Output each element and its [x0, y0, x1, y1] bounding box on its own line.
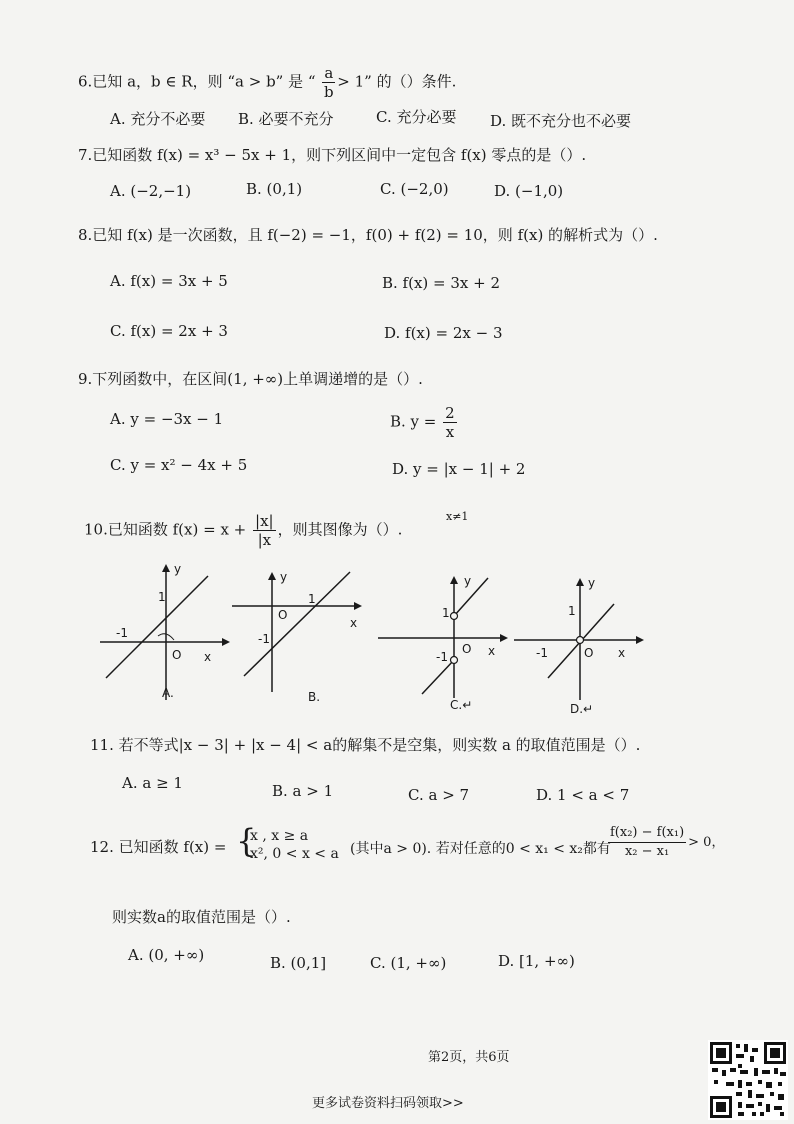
- graph-b-line: [244, 572, 350, 676]
- graph-b-y-arrow: [268, 572, 276, 580]
- q10-handwritten-note: x≠1: [446, 510, 469, 523]
- graph-d-y-tick: 1: [568, 604, 576, 618]
- q6-mid2: ” 是 “: [275, 72, 316, 91]
- graph-a-y-tick: 1: [158, 590, 166, 604]
- q7-option-b: B. (0,1): [246, 180, 303, 198]
- graph-c-origin: O: [462, 642, 472, 656]
- page-number: 第2页，共6页: [428, 1050, 510, 1065]
- q10-prefix: 10.已知函数 f(x) = x +: [84, 520, 247, 539]
- graph-a-origin: O: [172, 648, 182, 662]
- graph-b-y-label: y: [280, 570, 288, 584]
- q6-option-c: C. 充分必要: [376, 108, 457, 126]
- q9-b-prefix: B. y =: [390, 412, 437, 431]
- q6-cond1: a > b: [235, 72, 276, 91]
- question-9-stem: 9.下列函数中，在区间(1, +∞)上单调递增的是（）.: [78, 370, 423, 388]
- graph-d-x-arrow: [636, 636, 644, 644]
- q7-option-a: A. (−2,−1): [110, 182, 192, 200]
- q10-frac-num: |x|: [255, 512, 274, 530]
- q11-option-a: A. a ≥ 1: [122, 774, 183, 792]
- q6-prefix: 6.已知: [78, 72, 123, 91]
- graph-c-y-arrow: [450, 576, 458, 584]
- graph-c-y-label: y: [464, 574, 472, 588]
- q6-option-a: A. 充分不必要: [110, 110, 206, 128]
- q9-option-d: D. y = |x − 1| + 2: [392, 460, 526, 478]
- q10-graph-a: [100, 560, 230, 700]
- q6-frac-num: a: [324, 64, 334, 82]
- q6-option-d: D. 既不充分也不必要: [490, 112, 632, 130]
- q11-option-c: C. a > 7: [408, 786, 470, 804]
- q8-option-c: C. f(x) = 2x + 3: [110, 322, 228, 340]
- qr-code-svg: [708, 1040, 788, 1120]
- graph-b-svg: [230, 568, 370, 708]
- graph-d-open-dot: [577, 637, 584, 644]
- q12-option-b: B. (0,1]: [270, 954, 327, 972]
- q6-option-b: B. 必要不充分: [238, 110, 334, 128]
- q7-option-c: C. (−2,0): [380, 180, 449, 198]
- q12-frac-num: f(x₂) − f(x₁): [608, 824, 686, 843]
- q12-stem-2: 则实数a的取值范围是（）.: [112, 908, 291, 926]
- graph-c-x-label: x: [488, 644, 496, 658]
- q10-graph-b: [230, 568, 370, 708]
- graph-d-y-arrow: [576, 578, 584, 586]
- q9-b-den: x: [445, 423, 455, 441]
- q12-case-2: x², 0 < x < a: [250, 846, 339, 862]
- graph-b-x-arrow: [354, 602, 362, 610]
- q12-fraction: [606, 824, 724, 861]
- question-7-stem: 7.已知函数 f(x) = x³ − 5x + 1，则下列区间中一定包含 f(x) 零点的是（）.: [78, 146, 587, 164]
- graph-d-origin: O: [584, 646, 594, 660]
- q9-b-num: 2: [445, 404, 455, 422]
- q7-option-d: D. (−1,0): [494, 182, 564, 200]
- q6-end: ” 的（）条件.: [364, 72, 457, 91]
- graph-a-y-arrow: [162, 564, 170, 572]
- q6-frac-den: b: [324, 83, 334, 101]
- graph-d-caption: D.↵: [570, 702, 594, 716]
- question-6-stem: [78, 64, 456, 101]
- q10-end: ，则其图像为（）.: [277, 520, 403, 539]
- q8-option-b: B. f(x) = 3x + 2: [382, 274, 501, 292]
- graph-d-x-label: x: [618, 646, 626, 660]
- question-8-stem: 8.已知 f(x) 是一次函数，且 f(−2) = −1，f(0) + f(2) = 10，则 f(x) 的解析式为（）.: [78, 226, 658, 244]
- promo-link[interactable]: 更多试卷资料扫码领取>>: [312, 1096, 464, 1111]
- question-12-prefix: 12. 已知函数 f(x) =: [90, 838, 227, 856]
- q10-graph-c: [376, 572, 516, 712]
- graph-c-caption: C.↵: [450, 698, 473, 712]
- qr-code-icon[interactable]: [708, 1040, 788, 1120]
- q6-fraction: [322, 64, 335, 101]
- graph-d-y-label: y: [588, 576, 596, 590]
- graph-a-x-label: x: [204, 650, 212, 664]
- q12-option-c: C. (1, +∞): [370, 954, 447, 972]
- graph-a-x-arrow: [222, 638, 230, 646]
- q9-b-fraction: [443, 404, 457, 441]
- question-10-stem: [84, 512, 402, 549]
- q8-option-a: A. f(x) = 3x + 5: [110, 272, 228, 290]
- q9-option-b: [390, 404, 459, 441]
- q11-option-d: D. 1 < a < 7: [536, 786, 630, 804]
- graph-c-y-tick: 1: [442, 606, 450, 620]
- graph-b-caption: B.: [308, 690, 321, 704]
- question-11-stem: 11. 若不等式|x − 3| + |x − 4| < a的解集不是空集，则实数 a 的取值范围是（）.: [90, 736, 641, 754]
- graph-b-origin: O: [278, 608, 288, 622]
- q10-graph-d: [512, 574, 652, 724]
- q12-frac: [608, 824, 686, 861]
- graph-a-x-tick: -1: [116, 626, 128, 640]
- q10-frac-den: |x: [257, 531, 272, 549]
- graph-b-x-label: x: [350, 616, 358, 630]
- q12-brace: {: [236, 822, 257, 860]
- q12-case-1: x , x ≥ a: [250, 828, 309, 844]
- q9-option-c: C. y = x² − 4x + 5: [110, 456, 248, 474]
- q10-fraction: [253, 512, 276, 549]
- graph-a-y-label: y: [174, 562, 182, 576]
- graph-c-x-tick: -1: [436, 650, 448, 664]
- q11-option-b: B. a > 1: [272, 782, 334, 800]
- graph-c-svg: [376, 572, 516, 712]
- q12-option-d: D. [1, +∞): [498, 952, 575, 970]
- q6-cond2: > 1: [337, 72, 365, 91]
- graph-b-y-tick: -1: [258, 632, 270, 646]
- q6-vars: a，b ∈ R: [127, 72, 193, 91]
- q9-option-a: A. y = −3x − 1: [110, 410, 224, 428]
- q12-option-a: A. (0, +∞): [128, 946, 205, 964]
- graph-c-open-dot-upper: [451, 613, 458, 620]
- graph-c-open-dot-lower: [451, 657, 458, 664]
- graph-b-x-tick: 1: [308, 592, 316, 606]
- q12-end: > 0，: [688, 835, 725, 850]
- q12-frac-den: x₂ − x₁: [624, 844, 670, 859]
- graph-c-x-arrow: [500, 634, 508, 642]
- graph-a-caption: A.: [162, 686, 174, 700]
- graph-d-x-tick: -1: [536, 646, 548, 660]
- q12-mid: (其中a > 0). 若对任意的0 < x₁ < x₂都有: [350, 841, 611, 857]
- graph-c-line-lower: [422, 660, 454, 694]
- q6-mid: ，则 “: [192, 72, 236, 91]
- q8-option-d: D. f(x) = 2x − 3: [384, 324, 503, 342]
